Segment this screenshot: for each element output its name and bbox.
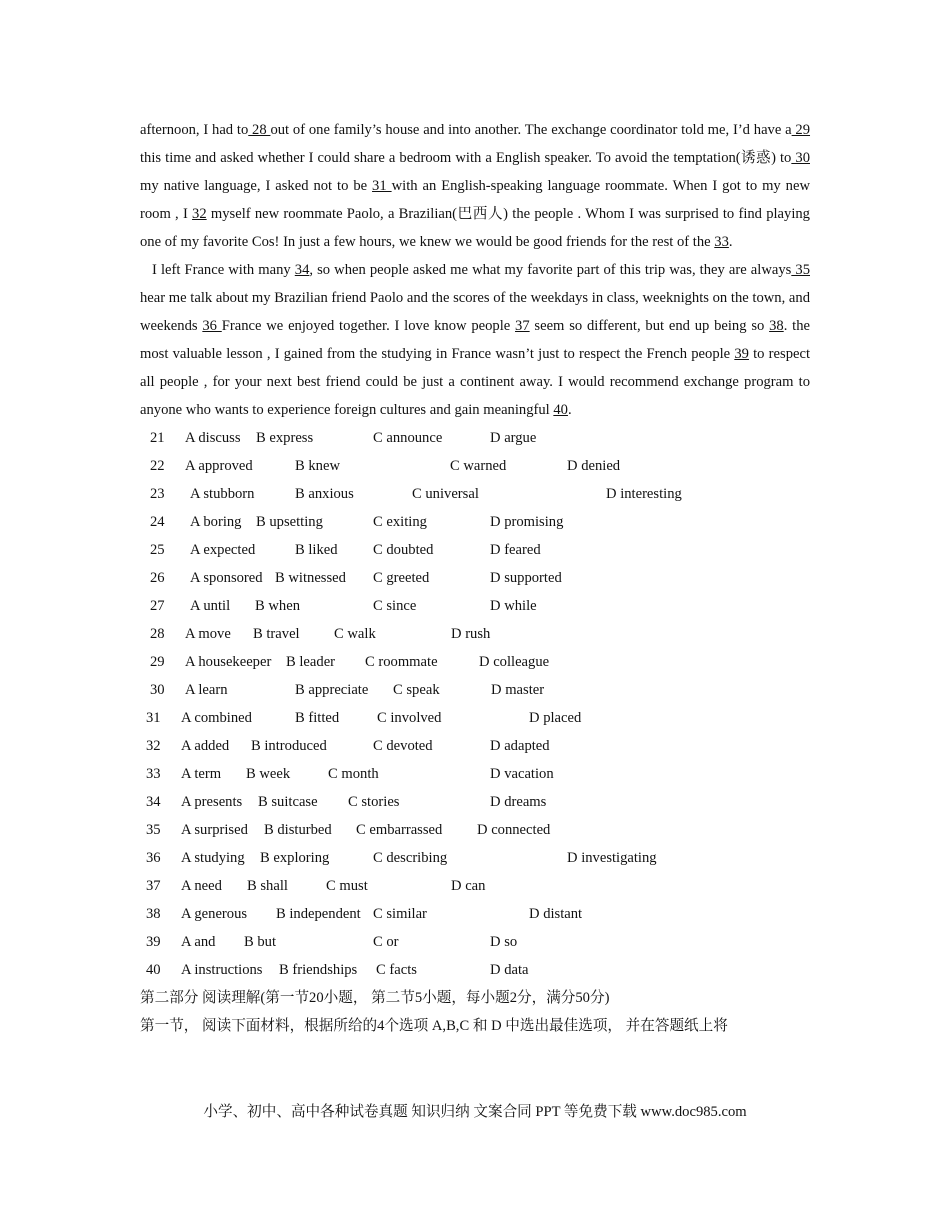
option-row-24 xyxy=(140,508,810,536)
option-a: A added xyxy=(181,738,230,754)
option-b: B liked xyxy=(295,542,338,558)
passage-text: out of one family’s house and into another. The exchange coordinator told me, I’d have a xyxy=(270,122,792,138)
section-2-instruction: 第一节， 阅读下面材料，根据所给的4个选项 A,B,C 和 D 中选出最佳选项， 并在答题纸上将 xyxy=(140,1018,728,1034)
option-row-34 xyxy=(140,788,810,816)
question-number: 26 xyxy=(150,570,165,586)
question-number: 37 xyxy=(146,878,161,894)
option-c: C describing xyxy=(373,850,448,866)
option-d: D supported xyxy=(490,570,562,586)
option-c: C devoted xyxy=(373,738,433,754)
option-d: D so xyxy=(490,934,518,950)
option-d: D argue xyxy=(490,430,537,446)
option-b: B leader xyxy=(286,654,336,670)
blank-31: 31 xyxy=(372,178,392,194)
passage-text: . the most valuable lesson , I gained from the studying in France wasn’t just to respect the French people xyxy=(140,318,810,362)
option-row-23 xyxy=(140,480,810,508)
blank-38: 38 xyxy=(769,318,784,334)
option-c: C speak xyxy=(393,682,440,698)
option-row-21 xyxy=(140,424,810,452)
option-c: C embarrassed xyxy=(356,822,443,838)
blank-40: 40 xyxy=(553,402,568,418)
question-number: 31 xyxy=(146,710,161,726)
option-d: D placed xyxy=(529,710,582,726)
option-d: D dreams xyxy=(490,794,547,810)
option-a: A learn xyxy=(185,682,228,698)
option-c: C announce xyxy=(373,430,443,446)
option-b: B week xyxy=(246,766,291,782)
option-c: C or xyxy=(373,934,399,950)
passage-text: . xyxy=(567,402,572,418)
option-d: D while xyxy=(490,598,537,614)
option-c: C greeted xyxy=(373,570,430,586)
option-a: A discuss xyxy=(185,430,241,446)
passage-text: France we enjoyed together. I love know people xyxy=(221,318,516,334)
option-b: B appreciate xyxy=(295,682,369,698)
option-c: C universal xyxy=(412,486,479,502)
option-row-36 xyxy=(140,844,810,872)
option-c: C stories xyxy=(348,794,400,810)
option-d: D data xyxy=(490,962,529,978)
option-c: C facts xyxy=(376,962,417,978)
option-d: D promising xyxy=(490,514,564,530)
option-c: C similar xyxy=(373,906,427,922)
question-number: 27 xyxy=(150,598,165,614)
option-b: B express xyxy=(256,430,314,446)
question-number: 28 xyxy=(150,626,165,642)
option-c: C doubted xyxy=(373,542,434,558)
option-b: B knew xyxy=(295,458,340,474)
option-a: A surprised xyxy=(181,822,248,838)
option-a: A term xyxy=(181,766,222,782)
option-b: B anxious xyxy=(295,486,354,502)
blank-37: 37 xyxy=(515,318,530,334)
passage-text: hear me talk about my Brazilian friend Paolo and the scores of the weekdays in class, weeknights on the town, and weekends xyxy=(140,290,810,334)
option-a: A stubborn xyxy=(190,486,255,502)
option-d: D vacation xyxy=(490,766,554,782)
option-d: D feared xyxy=(490,542,541,558)
option-d: D investigating xyxy=(567,850,657,866)
option-a: A move xyxy=(185,626,231,642)
option-b: B suitcase xyxy=(258,794,318,810)
option-d: D interesting xyxy=(606,486,682,502)
option-c: C involved xyxy=(377,710,442,726)
question-number: 35 xyxy=(146,822,161,838)
option-d: D connected xyxy=(477,822,551,838)
option-row-39 xyxy=(140,928,810,956)
option-c: C walk xyxy=(334,626,376,642)
option-d: D can xyxy=(451,878,486,894)
option-d: D rush xyxy=(451,626,491,642)
option-row-25 xyxy=(140,536,810,564)
option-row-40 xyxy=(140,956,810,984)
passage-text: I left France with many xyxy=(152,262,295,278)
option-row-32 xyxy=(140,732,810,760)
question-number: 22 xyxy=(150,458,165,474)
question-number: 39 xyxy=(146,934,161,950)
passage-text: afternoon, I had to xyxy=(140,122,249,138)
blank-28: 28 xyxy=(248,122,271,138)
question-number: 21 xyxy=(150,430,165,446)
option-a: A sponsored xyxy=(190,570,263,586)
question-number: 32 xyxy=(146,738,161,754)
option-a: A combined xyxy=(181,710,252,726)
option-row-37 xyxy=(140,872,810,900)
blank-39: 39 xyxy=(734,346,749,362)
option-c: C month xyxy=(328,766,379,782)
question-number: 23 xyxy=(150,486,165,502)
option-row-27 xyxy=(140,592,810,620)
option-c: C since xyxy=(373,598,417,614)
option-a: A generous xyxy=(181,906,248,922)
option-a: A approved xyxy=(185,458,253,474)
option-b: B independent xyxy=(276,906,361,922)
option-c: C roommate xyxy=(365,654,438,670)
passage-text: , so when people asked me what my favorite part of this trip was, they are always xyxy=(309,262,792,278)
option-a: A boring xyxy=(190,514,242,530)
option-d: D distant xyxy=(529,906,583,922)
option-row-31 xyxy=(140,704,810,732)
option-a: A until xyxy=(190,598,231,614)
passage-text: this time and asked whether I could share a bedroom with a English speaker. To avoid the temptation(诱惑) to xyxy=(140,150,792,166)
passage-text: with an English-speaking language roommate. When I got to my new room , I xyxy=(140,178,810,222)
option-row-29 xyxy=(140,648,810,676)
passage-text: my native language, I asked not to be xyxy=(140,178,373,194)
question-number: 24 xyxy=(150,514,165,530)
document-page xyxy=(140,116,810,1040)
page-footer: 小学、初中、高中各种试卷真题 知识归纳 文案合同 PPT 等免费下载 www.doc985.com xyxy=(203,1104,747,1120)
option-a: A presents xyxy=(181,794,243,810)
blank-36: 36 xyxy=(202,318,222,334)
option-row-26 xyxy=(140,564,810,592)
question-number: 33 xyxy=(146,766,161,782)
option-b: B disturbed xyxy=(264,822,332,838)
blank-33: 33 xyxy=(714,234,729,250)
option-d: D colleague xyxy=(479,654,550,670)
blank-35: 35 xyxy=(791,262,810,278)
option-b: B upsetting xyxy=(256,514,323,530)
option-d: D adapted xyxy=(490,738,550,754)
passage-text: seem so different, but end up being so xyxy=(529,318,770,334)
passage-text: . xyxy=(728,234,733,250)
options-list xyxy=(140,424,810,984)
option-b: B friendships xyxy=(279,962,358,978)
option-a: A need xyxy=(181,878,222,894)
option-b: B but xyxy=(244,934,277,950)
question-number: 30 xyxy=(150,682,165,698)
option-b: B shall xyxy=(247,878,288,894)
option-row-30 xyxy=(140,676,810,704)
question-number: 36 xyxy=(146,850,161,866)
option-row-28 xyxy=(140,620,810,648)
section-2-heading: 第二部分 阅读理解(第一节20小题， 第二节5小题，每小题2分，满分50分) xyxy=(140,990,610,1006)
option-b: B fitted xyxy=(295,710,340,726)
passage-text: to respect all people , for your next best friend could be just a continent away. I would recommend exchange program to anyone who wants to experience foreign cultures and gain meaningful xyxy=(140,346,810,418)
option-row-38 xyxy=(140,900,810,928)
option-c: C exiting xyxy=(373,514,427,530)
option-row-22 xyxy=(140,452,810,480)
passage-text: myself new roommate Paolo, a Brazilian(巴西人) the people . Whom I was surprised to find playing one of my favorite Cos! In just a few hours, we knew we would be good friends for the rest of the xyxy=(140,206,810,250)
blank-30: 30 xyxy=(791,150,810,166)
option-b: B travel xyxy=(253,626,300,642)
option-d: D denied xyxy=(567,458,621,474)
question-number: 34 xyxy=(146,794,161,810)
option-c: C warned xyxy=(450,458,507,474)
question-number: 40 xyxy=(146,962,161,978)
option-b: B introduced xyxy=(251,738,327,754)
option-a: A and xyxy=(181,934,216,950)
option-b: B exploring xyxy=(260,850,330,866)
option-a: A studying xyxy=(181,850,245,866)
passage-paragraph-2 xyxy=(140,256,810,424)
option-c: C must xyxy=(326,878,368,894)
option-a: A housekeeper xyxy=(185,654,272,670)
blank-34: 34 xyxy=(294,262,310,278)
option-a: A expected xyxy=(190,542,256,558)
question-number: 38 xyxy=(146,906,161,922)
option-a: A instructions xyxy=(181,962,263,978)
option-d: D master xyxy=(491,682,545,698)
option-b: B when xyxy=(255,598,300,614)
passage-paragraph-1 xyxy=(140,116,810,256)
option-row-35 xyxy=(140,816,810,844)
question-number: 25 xyxy=(150,542,165,558)
blank-32: 32 xyxy=(192,206,207,222)
blank-29: 29 xyxy=(791,122,811,138)
option-row-33 xyxy=(140,760,810,788)
question-number: 29 xyxy=(150,654,165,670)
option-b: B witnessed xyxy=(275,570,346,586)
